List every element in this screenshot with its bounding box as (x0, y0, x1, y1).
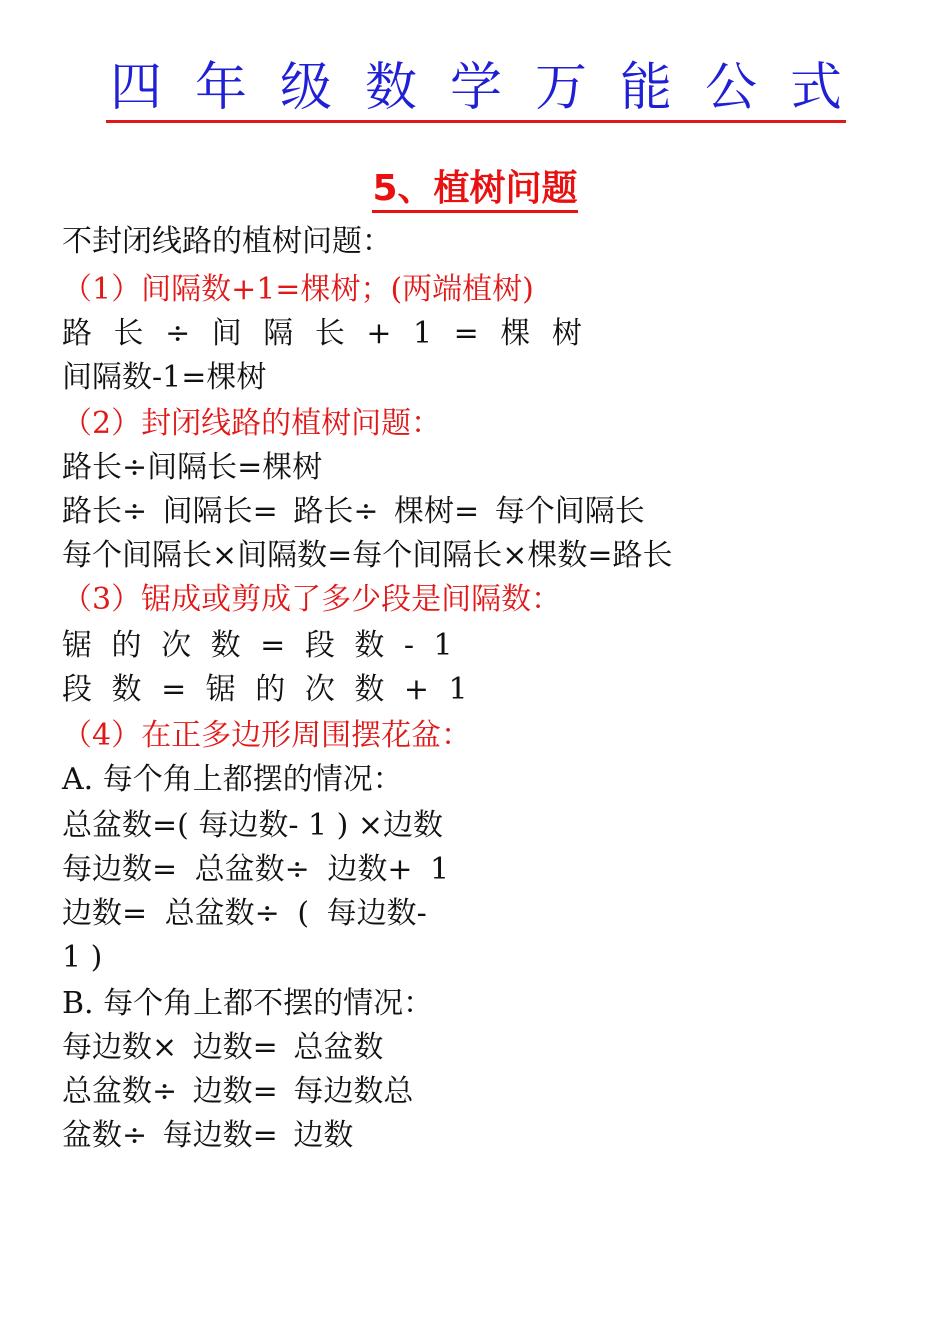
formula-line: 段 数 = 锯 的 次 数 + 1 (62, 672, 468, 707)
title-char: 学 (449, 57, 502, 118)
title-char: 年 (194, 57, 247, 118)
title-char: 能 (619, 57, 672, 118)
formula-line (62, 312, 582, 356)
title-char: 数 (364, 57, 417, 118)
title-char: 式 (789, 57, 842, 118)
body-line: 不封闭线路的植树问题： (62, 224, 392, 259)
section-heading (0, 166, 950, 212)
rule-heading: （4）在正多边形周围摆花盆： (62, 718, 472, 753)
formula-line: 路长÷间隔长=棵树 (62, 450, 323, 485)
title-char: 公 (704, 57, 757, 118)
formula-line: 每边数= 总盆数÷ 边数+ 1 (62, 852, 450, 887)
formula-line: 边数= 总盆数÷ ( 每边数- (62, 896, 427, 931)
formula-line: 总盆数=( 每边数- 1 ) ×边数 (62, 808, 444, 843)
title-char: 四 (109, 57, 162, 118)
formula-line: 总盆数÷ 边数= 每边数总 (62, 1074, 414, 1109)
title-underline-divider (106, 120, 846, 123)
rule-heading: （1）间隔数+1=棵树；(两端植树) (62, 272, 534, 307)
case-heading: B. 每个角上都不摆的情况： (62, 986, 434, 1021)
rule-heading: （2）封闭线路的植树问题： (62, 406, 442, 441)
formula-line: 间隔数-1=棵树 (62, 360, 267, 395)
document-title (106, 50, 846, 118)
formula-line: 每个间隔长×间隔数=每个间隔长×棵数=路长 (62, 538, 673, 573)
title-char: 万 (534, 57, 587, 118)
formula-line: 1 ) (62, 940, 103, 975)
formula-text: 路 长 ÷ 间 隔 长 + 1 = 棵 树 (62, 316, 582, 351)
formula-line: 路长÷ 间隔长= 路长÷ 棵树= 每个间隔长 (62, 494, 645, 529)
rule-heading: （3）锯成或剪成了多少段是间隔数： (62, 582, 562, 617)
formula-line: 每边数× 边数= 总盆数 (62, 1030, 384, 1065)
case-heading: A. 每个角上都摆的情况： (62, 762, 403, 797)
formula-line: 锯 的 次 数 = 段 数 - 1 (62, 628, 453, 663)
formula-line: 盆数÷ 每边数= 边数 (62, 1118, 354, 1153)
title-char: 级 (279, 57, 332, 118)
section-heading-text: 5、植树问题 (372, 168, 577, 213)
